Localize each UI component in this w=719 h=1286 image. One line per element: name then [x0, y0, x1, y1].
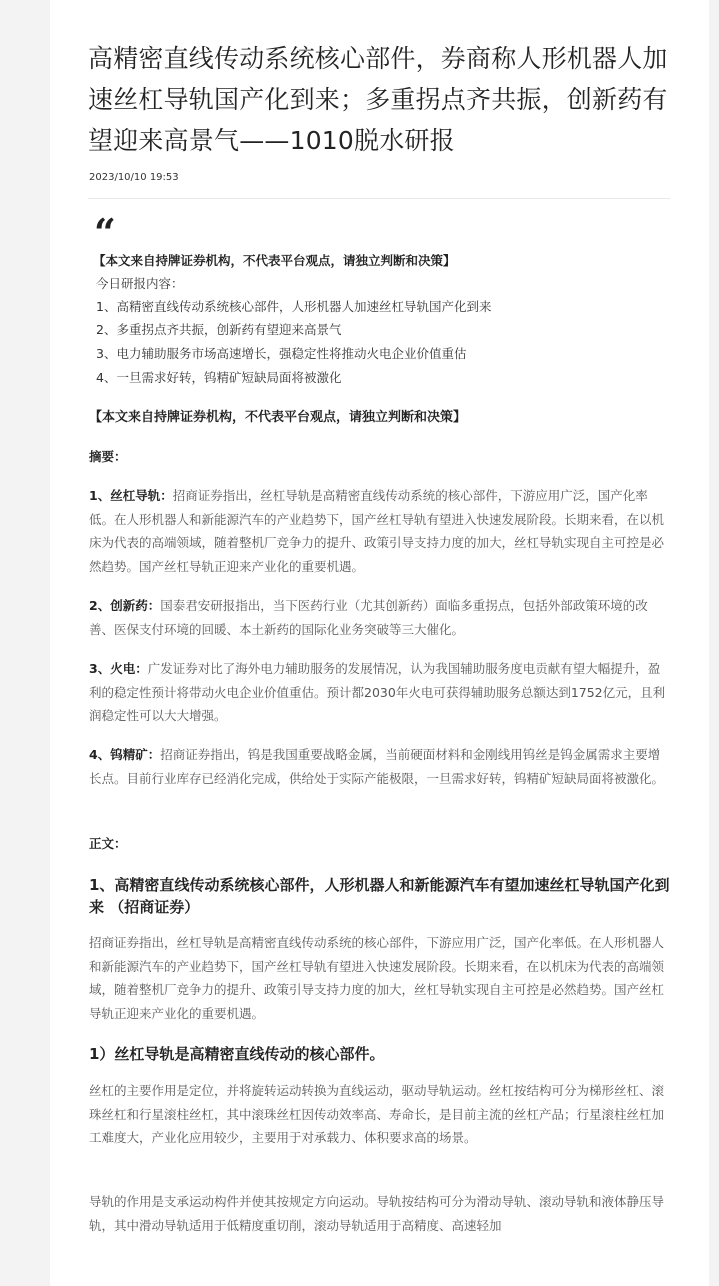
- today-label: 今日研报内容：: [96, 276, 184, 291]
- summary-item-lead: 2、创新药：: [89, 598, 161, 613]
- scrollbar[interactable]: [711, 0, 719, 1286]
- quote-item: 4、一旦需求好转，钨精矿短缺局面将被激化: [96, 370, 342, 385]
- publish-date: 2023/10/10 19:53: [89, 172, 179, 183]
- summary-item-lead: 4、钨精矿：: [89, 747, 161, 762]
- summary-item-text: 招商证券指出，丝杠导轨是高精密直线传动系统的核心部件，下游应用广泛，国产化率低。在人形机器人和新能源汽车的产业趋势下，国产丝杠导轨有望进入快速发展阶段。长期来看，在以机床为代表的高端领域，随着整机厂竞争力的提升、政策引导支持力度的加大，丝杠导轨实现自主可控是必然趋势。国产丝杠导轨正迎来产业化的重要机遇。: [89, 488, 665, 574]
- subsection-paragraph: 丝杠的主要作用是定位，并将旋转运动转换为直线运动，驱动导轨运动。丝杠按结构可分为梯形丝杠、滚珠丝杠和行星滚柱丝杠，其中滚珠丝杠因传动效率高、寿命长，是目前主流的丝杠产品；行星滚柱丝杠加工难度大，产业化应用较少，主要用于对承载力、体积要求高的场景。: [89, 1083, 665, 1145]
- divider: [88, 198, 670, 199]
- quote-item: 3、电力辅助服务市场高速增长，强稳定性将推动火电企业价值重估: [96, 346, 467, 361]
- disclaimer: 【本文来自持牌证券机构，不代表平台观点，请独立判断和决策】: [89, 410, 467, 425]
- summary-item-text: 广发证券对比了海外电力辅助服务的发展情况，认为我国辅助服务度电贡献有望大幅提升，盈利的稳定性预计将带动火电企业价值重估。预计都2030年火电可获得辅助服务总额达到1752亿元，且利润稳定性可以大大增强。: [89, 661, 666, 723]
- quote-mark-icon: “: [94, 210, 116, 255]
- summary-item: [89, 657, 669, 728]
- section-paragraph: 招商证券指出，丝杠导轨是高精密直线传动系统的核心部件，下游应用广泛，国产化率低。在人形机器人和新能源汽车的产业趋势下，国产丝杠导轨有望进入快速发展阶段。长期来看，在以机床为代表的高端领域，随着整机厂竞争力的提升、政策引导支持力度的加大，丝杠导轨实现自主可控是必然趋势。国产丝杠导轨正迎来产业化的重要机遇。: [89, 935, 665, 1021]
- article-page: [50, 0, 709, 1286]
- subsection-paragraph: 导轨的作用是支承运动构件并使其按规定方向运动。导轨按结构可分为滑动导轨、滚动导轨和液体静压导轨，其中滑动导轨适用于低精度重切削，滚动导轨适用于高精度、高速轻加: [89, 1194, 665, 1233]
- summary-item: [89, 594, 669, 641]
- subsection-heading: 1）丝杠导轨是高精密直线传动的核心部件。: [89, 1045, 385, 1063]
- quote-disclaimer: 【本文来自持牌证券机构，不代表平台观点，请独立判断和决策】: [93, 253, 456, 268]
- article-title: 高精密直线传动系统核心部件，券商称人形机器人加速丝杠导轨国产化到来；多重拐点齐共振，创新药有望迎来高景气——1010脱水研报: [88, 44, 668, 155]
- summary-item: [89, 743, 669, 790]
- section-heading: 1、高精密直线传动系统核心部件，人形机器人和新能源汽车有望加速丝杠导轨国产化到来 （招商证券）: [89, 876, 670, 916]
- summary-label: 摘要：: [89, 449, 127, 464]
- summary-item-text: 招商证券指出，钨是我国重要战略金属，当前硬面材料和金刚线用钨丝是钨金属需求主要增长点。目前行业库存已经消化完成，供给处于实际产能极限，一旦需求好转，钨精矿短缺局面将被激化。: [89, 747, 665, 786]
- summary-item-lead: 1、丝杠导轨：: [89, 488, 173, 503]
- quote-item: 2、多重拐点齐共振，创新药有望迎来高景气: [96, 322, 342, 337]
- summary-item-text: 国泰君安研报指出，当下医药行业（尤其创新药）面临多重拐点，包括外部政策环境的改善、医保支付环境的回暖、本土新药的国际化业务突破等三大催化。: [89, 598, 648, 637]
- quote-item: 1、高精密直线传动系统核心部件，人形机器人加速丝杠导轨国产化到来: [96, 299, 492, 314]
- body-label: 正文：: [89, 836, 127, 851]
- summary-item-lead: 3、火电：: [89, 661, 148, 676]
- summary-item: [89, 484, 669, 578]
